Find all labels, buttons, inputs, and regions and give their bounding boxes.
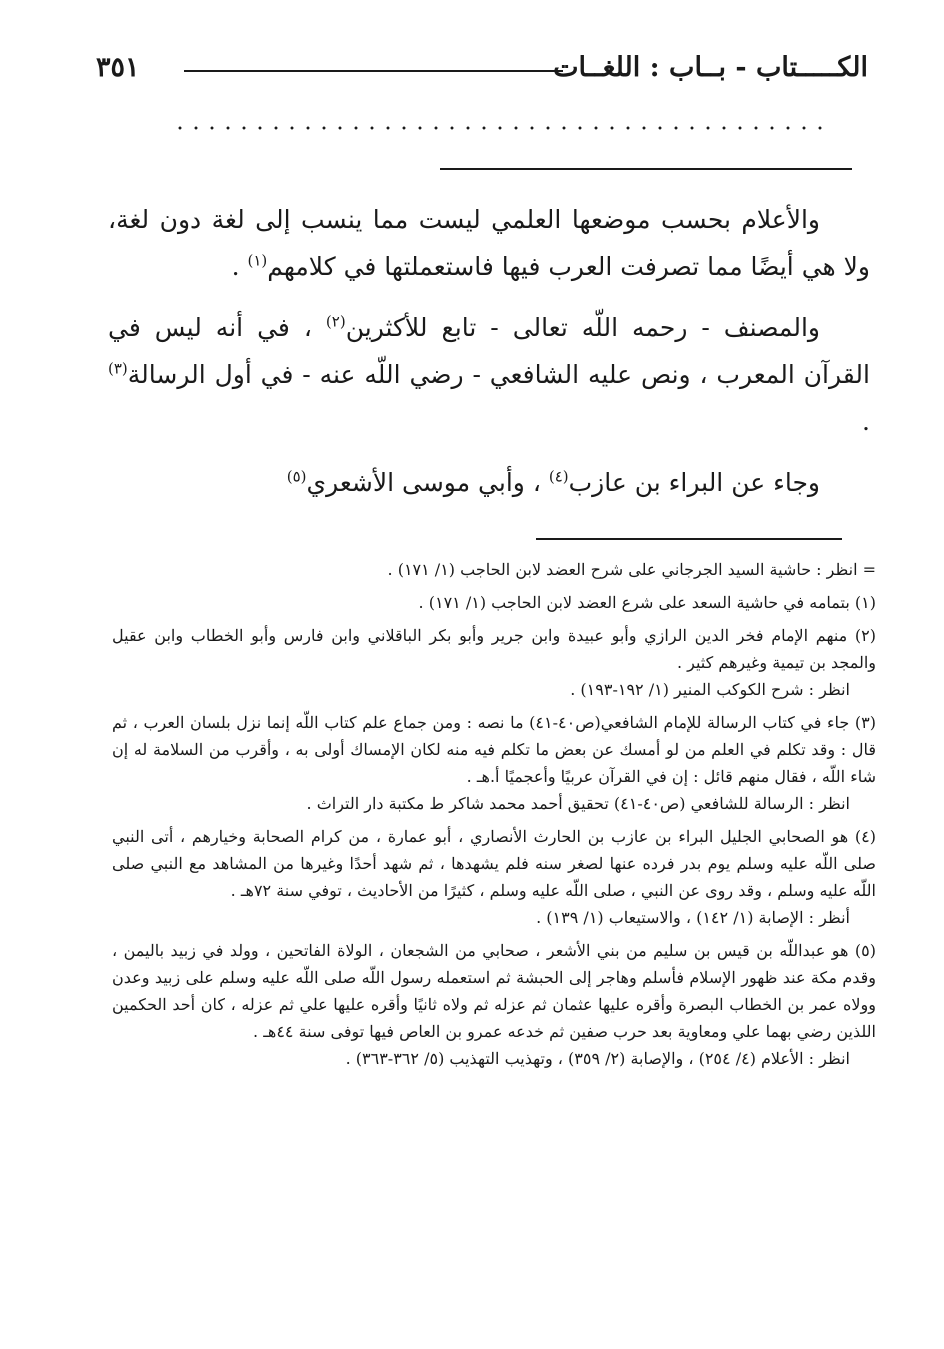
footnote-1: (١) بتمامه في حاشية السعد على شرع العضد لابن الحاجب (١/ ١٧١) . [418, 593, 876, 612]
paragraph-3 [108, 459, 870, 506]
dotted-separator [172, 122, 822, 134]
footnote-2-source: انظر : شرح الكوكب المنير (١/ ١٩٢-١٩٣) . [570, 680, 850, 699]
footnote-carryover: = انظر : حاشية السيد الجرجاني على شرح العضد لابن الحاجب (١/ ١٧١) . [387, 560, 876, 579]
main-text [108, 196, 870, 506]
footnote-3-source: انظر : الرسالة للشافعي (ص٤٠-٤١) تحقيق أحمد محمد شاكر ط مكتبة دار التراث . [306, 794, 850, 813]
footnote-3: (٣) جاء في كتاب الرسالة للإمام الشافعي(ص٤٠-٤١) ما نصه : ومن جماع علم كتاب اللّه إنما نزل بلسان العرب ، ثم قال : وقد تكلم في العلم من لو أمسك عن بعض ما تكلم فيه منه لكان الإمساك أولى به ، وأقرب من السلامة له إن شاء اللّه ، فقال منهم قائل : إن في القرآن عربيًا وأعجميًا أ.هـ . [112, 713, 876, 786]
footnote-ref-4: (٤) [548, 467, 569, 486]
paragraph-1-end: . [231, 252, 248, 281]
footnote-2: (٢) منهم الإمام فخر الدين الرازي وأبو عبيدة وابن جرير وأبو بكر الباقلاني وابن فارس وأبو الخطاب وابن عقيل والمجد بن تيمية وغيرهم كثير . [112, 626, 877, 672]
paragraph-1 [108, 196, 870, 290]
section-rule [440, 168, 852, 170]
page-number: ٣٥١ [96, 52, 140, 83]
footnote-ref-2: (٢) [325, 312, 346, 331]
footnote-5-source: انظر : الأعلام (٤/ ٢٥٤) ، والإصابة (٢/ ٣٥٩) ، وتهذيب التهذيب (٥/ ٣٦٢-٣٦٣) . [345, 1049, 850, 1068]
footnotes [112, 556, 876, 1072]
footnote-4-source: أنظر : الإصابة (١/ ١٤٢) ، والاستيعاب (١/ ١٣٩) . [536, 908, 850, 927]
footnote-ref-1: (١) [247, 251, 268, 270]
paragraph-1-text: والأعلام بحسب موضعها العلمي ليست مما ينسب إلى لغة دون لغة، ولا هي أيضًا مما تصرفت العرب فيها فاستعملتها في كلامهم [108, 205, 870, 281]
footnote-ref-5: (٥) [286, 467, 307, 486]
footnote-4: (٤) هو الصحابي الجليل البراء بن عازب بن الحارث الأنصاري ، أبو عمارة ، من كرام الصحابة وخيارهم ، أتى النبي صلى اللّه عليه وسلم يوم بدر فرده عنها لصغر سنه فلم يشهدها ، ثم شهد أحدًا وغيرها من المشاهد مع النبي صلى اللّه عليه وسلم ، وقد روى عن النبي ، صلى اللّه عليه وسلم ، كثيرًا من الأحاديث ، توفي سنة ٧٢هـ . [112, 827, 877, 900]
footnote-5: (٥) هو عبداللّه بن قيس بن سليم من بني الأشعر ، صحابي من الشجعان ، الولاة الفاتحين ، وولد في زبيد باليمن ، وقدم مكة عند ظهور الإسلام فأسلم وهاجر إلى الحبشة ثم استعمله رسول اللّه صلى اللّه عليه وسلم على زبيد وعدن وولاه عمر بن الخطاب البصرة وأقره عليها عثمان ثم عزله ثم ولاه ثانيًا وأقره عليها علي ثم عزله ، كان أحد الحكمين اللذين رضي بهما علي ومعاوية بعد حرب صفين ثم خدعه عمرو بن العاص فيها توفى سنة ٤٤هـ . [112, 941, 877, 1041]
paragraph-2-end: . [862, 407, 870, 436]
paragraph-2 [108, 304, 870, 445]
footnote-ref-3: (٣) [108, 359, 128, 378]
paragraph-2-text-b: ، في أنه ليس في القرآن المعرب ، ونص عليه الشافعي - رضي اللّه عنه - في أول الرسالة [108, 313, 870, 389]
footnote-rule [536, 538, 842, 540]
page-header [96, 50, 868, 90]
header-rule [184, 70, 563, 72]
paragraph-3-text-b: ، وأبي موسى الأشعري [306, 468, 549, 497]
paragraph-3-text-a: وجاء عن البراء بن عازب [568, 468, 820, 497]
running-title: الكـــــتاب - بــاب : اللغــات [553, 52, 868, 83]
paragraph-2-text-a: والمصنف - رحمه اللّه تعالى - تابع للأكثرين [345, 313, 820, 342]
